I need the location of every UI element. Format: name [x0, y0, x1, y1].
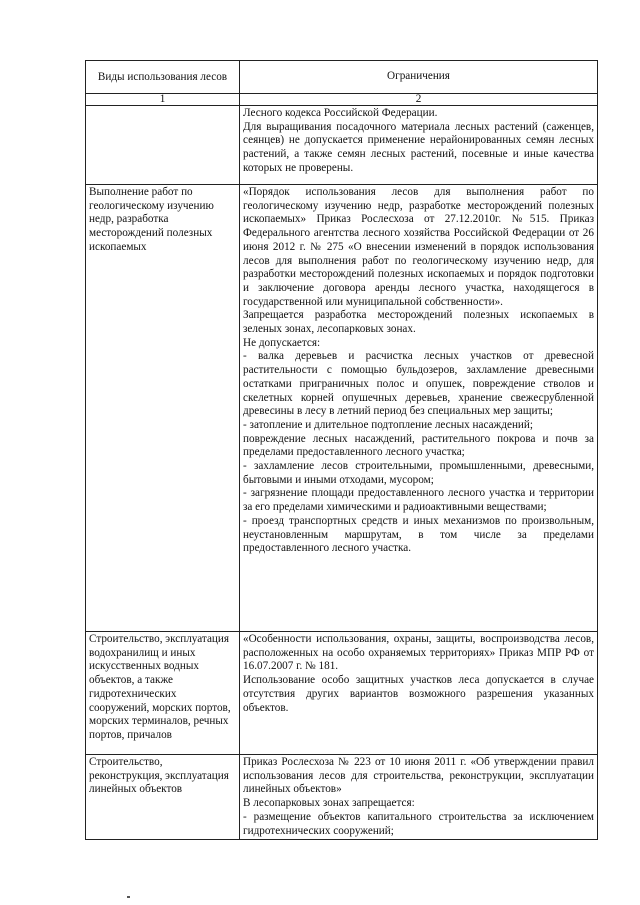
restrictions-table — [85, 60, 598, 840]
restriction-paragraph: - проезд транспортных средств и иных механизмов по произвольным, неустановленным маршрутам, в том числе за пределами предоставленного лесного участка. — [243, 514, 594, 555]
column-number-2: 2 — [240, 94, 598, 106]
header-forest-use-types: Виды использования лесов — [86, 61, 240, 94]
restriction-paragraph: Для выращивания посадочного материала лесных растений (саженцев, сеянцев) не допускается применение нерайонированных семян лесных растений, а также семян лесных растений, посевные и иные качества которых не проверены. — [243, 120, 594, 174]
column-number-1: 1 — [86, 94, 240, 106]
restriction-paragraph: «Особенности использования, охраны, защиты, воспроизводства лесов, расположенных на особо охраняемых территориях» Приказ МПР РФ от 16.07.2007 г. № 181. — [243, 633, 594, 673]
restriction-paragraph: Использование особо защитных участков леса допускается в случае отсутствия других вариантов возможного разрешения указанных объектов. — [243, 674, 594, 714]
row-restrictions — [240, 632, 598, 755]
row-use-type — [86, 106, 240, 185]
row-use-type: Строительство, эксплуатация водохранилищ и иных искусственных водных объектов, а также гидротехнических сооружений, морских портов, морских терминалов, речных портов, причалов — [86, 632, 240, 755]
restriction-paragraph: «Порядок использования лесов для выполнения работ по геологическому изучению недр, разработке месторождений полезных ископаемых» Приказ Рослесхоза от 27.12.2010г. №515. Приказ Федерального агентства лесного хозяйства Российской Федерации от 26 июня 2012 г. № 275 «О внесении изменений в порядок использования лесов для выполнения работ по геологическому изучению недр, для разработки месторождений полезных ископаемых и порядок подготовки и заключение договора аренды лесного участка, находящегося в государственной или муниципальной собственности». — [243, 186, 594, 308]
scan-speck — [127, 896, 130, 898]
restriction-paragraph: Приказ Рослесхоза № 223 от 10 июня 2011 г. «Об утверждении правил использования лесов для строительства, реконструкции, эксплуатации линейных объектов» — [243, 756, 594, 796]
table-row — [86, 755, 598, 840]
table-row — [86, 632, 598, 755]
restriction-paragraph: Не допускается: — [243, 336, 321, 349]
restriction-paragraph: - валка деревьев и расчистка лесных участков от древесной растительности с помощью бульдозеров, захламление древесными остатками приграничных полос и опушек, повреждение стволов и скелетных корней опушечных деревьев, хранение свежесрубленной древесины в лесу в летний период без специальных мер защиты; — [243, 350, 594, 418]
header-restrictions: Ограничения — [240, 61, 598, 94]
column-number-row — [86, 94, 598, 106]
row-restrictions — [240, 106, 598, 185]
row-use-type: Выполнение работ по геологическому изучению недр, разработка месторождений полезных ископаемых — [86, 185, 240, 632]
table-row — [86, 185, 598, 632]
table-row — [86, 106, 598, 185]
restriction-paragraph: В лесопарковых зонах запрещается: — [243, 797, 415, 810]
restriction-paragraph: - затопление и длительное подтопление лесных насаждений; — [243, 418, 534, 431]
row-restrictions — [240, 185, 598, 632]
restriction-paragraph: - захламление лесов строительными, промышленными, древесными, бытовыми и иными отходами, мусором; — [243, 460, 594, 486]
row-restrictions — [240, 755, 598, 840]
restriction-paragraph: - размещение объектов капитального строительства за исключением гидротехнических сооружений; — [243, 810, 594, 837]
restriction-paragraph: Запрещается разработка месторождений полезных ископаемых в зеленых зонах, лесопарковых зонах. — [243, 309, 594, 336]
restriction-paragraph: Лесного кодекса Российской Федерации. — [243, 107, 438, 119]
table-header-row — [86, 61, 598, 94]
row-use-type: Строительство, реконструкция, эксплуатация линейных объектов — [86, 755, 240, 840]
restriction-paragraph: - загрязнение площади предоставленного лесного участка и территории за его пределами химическими и радиоактивными веществами; — [243, 487, 594, 514]
restriction-paragraph: повреждение лесных насаждений, растительного покрова и почв за пределами предоставленного лесного участка; — [243, 432, 594, 459]
